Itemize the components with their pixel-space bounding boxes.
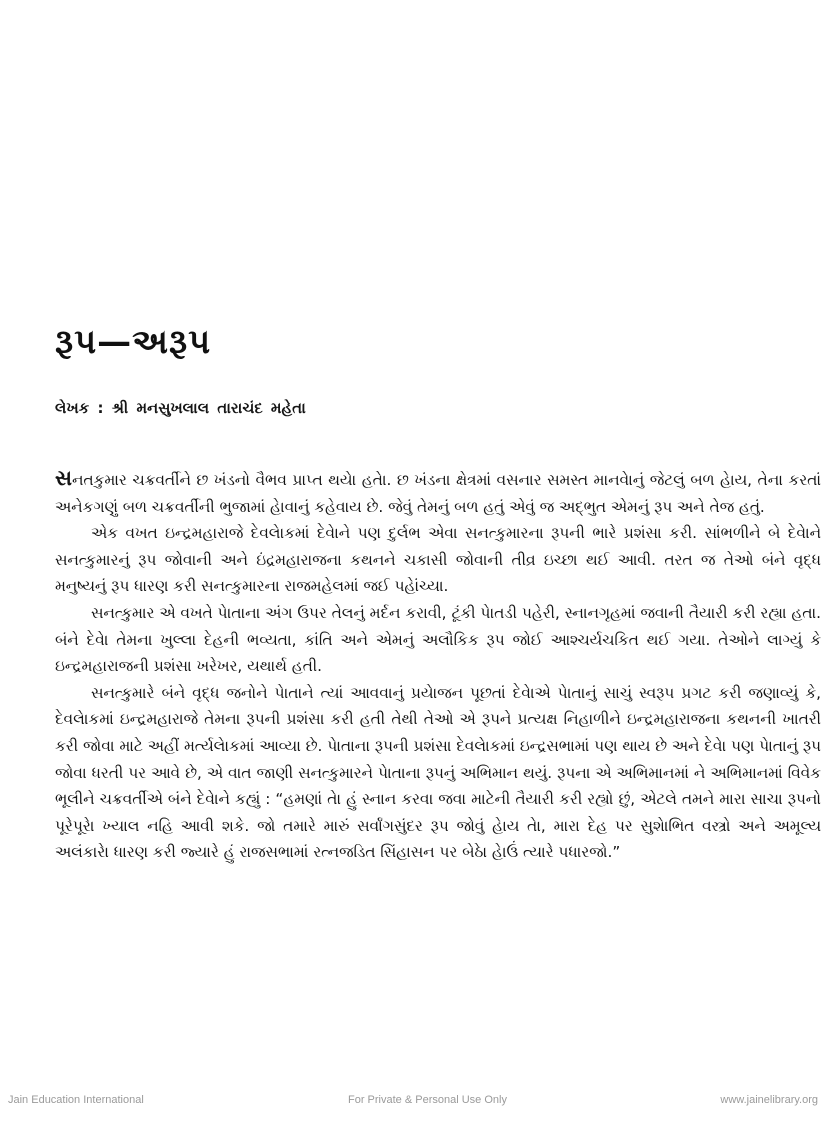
article-body xyxy=(55,465,821,866)
page-footer xyxy=(0,1090,828,1112)
footer-website: www.jainelibrary.org xyxy=(720,1094,818,1106)
paragraph-1-text: નતકુમાર ચક્રવર્તીને છ ખંડનો વૈભવ પ્રાપ્ત થયેા હતેા. છ ખંડના ક્ષેત્રમાં વસનાર સમસ્ત માનવેાનું જેટલું બળ હેાય, તેના કરતાં અનેકગણું બળ ચક્રવર્તીની ભુજામાં હેાવાનું કહેવાય છે. જેવું તેમનું બળ હતું એવું જ અદ્ભુત એમનું રૂપ અને તેજ હતું. xyxy=(55,471,821,516)
author-name: શ્રી મનસુખલાલ તારાચંદ મહેતા xyxy=(111,399,306,417)
drop-cap: સ xyxy=(55,466,73,490)
paragraph-1 xyxy=(55,465,821,520)
paragraph-2: એક વખત ઇન્દ્રમહારાજે દેવલેાકમાં દેવેાને પણ દુર્લભ એવા સનત્કુમારના રૂપની ભારે પ્રશંસા કરી. સાંભળીને બે દેવેાને સનત્કુમારનું રૂપ જોવાની અને ઇંદ્રમહારાજના કથનને ચકાસી જોવાની તીવ્ર ઇચ્છા થઈ આવી. તરત જ તેઓ બંને વૃદ્ધ મનુષ્યનું રૂપ ધારણ કરી સનત્કુમારના રાજમહેલમાં જઈ પહેાંચ્યા. xyxy=(55,524,821,596)
author-line xyxy=(55,399,306,417)
footer-usage-note: For Private & Personal Use Only xyxy=(348,1094,507,1106)
footer-publisher: Jain Education International xyxy=(8,1094,144,1106)
author-label: લેખક : xyxy=(55,399,112,417)
paragraph-3: સનત્કુમાર એ વખતે પેાતાના અંગ ઉપર તેલનું મર્દન કરાવી, ટૂંકી પેાતડી પહેરી, સ્નાનગૃહમાં જવાની તૈયારી કરી રહ્યા હતા. બંને દેવેા તેમના ખુલ્લા દેહની ભવ્યતા, કાંતિ અને એમનું અલૌકિક રૂપ જોઈ આશ્ચર્યચકિત થઈ ગયા. તેઓને લાગ્યું કે ઇન્દ્રમહારાજની પ્રશંસા ખરેખર, યથાર્થ હતી. xyxy=(55,603,821,676)
page-title: રૂપ—અરૂપ xyxy=(55,322,212,362)
paragraph-4: સનત્કુમારે બંને વૃદ્ધ જનોને પેાતાને ત્યાં આવવાનું પ્રયેાજન પૂછતાં દેવેાએ પેાતાનું સાચું સ્વરૂપ પ્રગટ કરી જણાવ્યું કે, દેવલેાકમાં ઇન્દ્રમહારાજે તેમના રૂપની પ્રશંસા કરી હતી તેથી તેઓ એ રૂપને પ્રત્યક્ષ નિહાળીને ઇન્દ્રમહારાજના કથનની ખાતરી કરી જોવા માટે અહીં મર્ત્યલેાકમાં આવ્યા છે. પેાતાના રૂપની પ્રશંસા દેવલેાકમાં ઇન્દ્રસભામાં પણ થાય છે અને દેવેા પણ પેાતાનું રૂપ જોવા ધરતી પર આવે છે, એ વાત જાણી સનત્કુમારને પેાતાના રૂપનું અભિમાન થયું. રૂપના એ અભિમાનમાં ને અભિમાનમાં વિવેક ભૂલીને ચક્રવર્તીએ બંને દેવેાને કહ્યું : “હમણાં તેા હું સ્નાન કરવા જવા માટેની તૈયારી કરી રહ્યો છું, એટલે તમને મારા સાચા રૂપનો પૂરેપૂરેા ખ્યાલ નહિ આવી શકે. જો તમારે મારું સર્વાંગસુંદર રૂપ જોવું હેાય તેા, મારા દેહ પર સુશેાભિત વસ્ત્રો અને અમૂલ્ય અલંકારેા ધારણ કરી જ્યારે હું રાજસભામાં રત્નજડિત સિંહાસન પર બેઠેા હેાઉં ત્યારે પધારજો.” xyxy=(55,683,821,862)
